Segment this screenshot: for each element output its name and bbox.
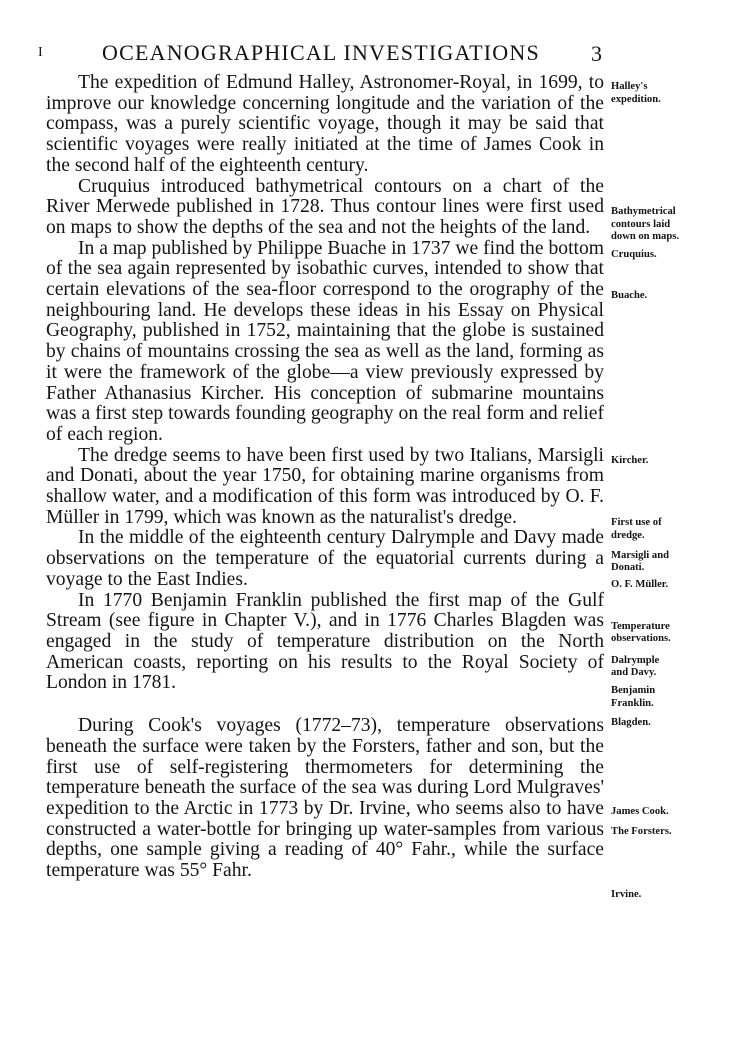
margin-note: The Forsters. [611, 826, 672, 837]
margin-note: Kircher. [611, 455, 649, 466]
margin-note: and Davy. [611, 667, 657, 678]
margin-note: Cruquius. [611, 249, 657, 260]
page-number: 3 [591, 41, 602, 66]
paragraph-buache: In a map published by Philippe Buache in 1737 we find the bottom of the sea again represented by isobathic curves, intended to show that certain elevations of the sea-floor correspond to the orography of the neighbouring land. He develops these ideas in his Essay on Physical Geography, published in 1752, maintaining that the globe is sustained by chains of mountains crossing the sea as well as the land, forming as it were the framework of the globe—a view previously expressed by Father Athanasius Kircher. His conception of submarine mountains was a first step towards founding geography on the real form and relief of each region. [46, 237, 604, 445]
body-text [46, 73, 604, 882]
margin-note: observations. [611, 633, 671, 644]
margin-note: Franklin. [611, 698, 654, 709]
margin-note: Benjamin [611, 685, 656, 696]
margin-note: dredge. [611, 530, 645, 541]
margin-note: James Cook. [611, 806, 669, 817]
margin-note: expedition. [611, 94, 661, 105]
margin-note: O. F. Müller. [611, 579, 669, 590]
margin-note: Irvine. [611, 889, 642, 900]
running-title: OCEANOGRAPHICAL INVESTIGATIONS [102, 40, 540, 65]
paragraph-dredge: The dredge seems to have been first used by two Italians, Marsigli and Donati, about the year 1750, for obtaining marine organisms from shallow water, and a modification of this form was introduced by O. F. Müller in 1799, which was known as the naturalist's dredge. [46, 444, 604, 528]
margin-note: down on maps. [611, 231, 680, 242]
paragraph-halley: The expedition of Edmund Halley, Astronomer-Royal, in 1699, to improve our knowledge concerning longitude and the variation of the compass, was a purely scientific voyage, though it may be said that scientific voyages were really initiated at the time of James Cook in the second half of the eighteenth century. [46, 72, 604, 176]
margin-note: Dalrymple [611, 655, 660, 666]
margin-note: First use of [611, 517, 662, 528]
margin-note: Donati. [611, 562, 645, 573]
signature-mark: I [38, 45, 43, 60]
paragraph-cook: During Cook's voyages (1772–73), temperature observations beneath the surface were taken by the Forsters, father and son, but the first use of self-registering thermometers for determining the temperature beneath the surface of the sea was during Lord Mulgraves' expedition to the Arctic in 1773 by Dr. Irvine, who seems also to have constructed a water-bottle for bringing up water-samples from various depths, one sample giving a reading of 40° Fahr., while the surface temperature was 55° Fahr. [46, 715, 604, 882]
margin-note: Temperature [611, 621, 670, 632]
paragraph-franklin: In 1770 Benjamin Franklin published the first map of the Gulf Stream (see figure in Chapter V.), and in 1776 Charles Blagden was engaged in the study of temperature distribution on the North American coasts, reporting on his results to the Royal Society of London in 1781. [46, 589, 604, 694]
paragraph-dalrymple: In the middle of the eighteenth century Dalrymple and Davy made observations on the temperature of the equatorial currents during a voyage to the East Indies. [46, 527, 604, 590]
running-head [38, 40, 604, 68]
paragraph-cruquius: Cruquius introduced bathymetrical contours on a chart of the River Merwede published in 1728. Thus contour lines were first used on maps to show the depths of the sea and not the heights of the land. [46, 175, 604, 238]
margin-note: Marsigli and [611, 550, 669, 561]
margin-note: Bathymetrical [611, 206, 676, 217]
margin-note: Buache. [611, 290, 648, 301]
margin-note: Halley's [611, 81, 648, 92]
margin-note: contours laid [611, 219, 671, 230]
margin-note: Blagden. [611, 717, 651, 728]
